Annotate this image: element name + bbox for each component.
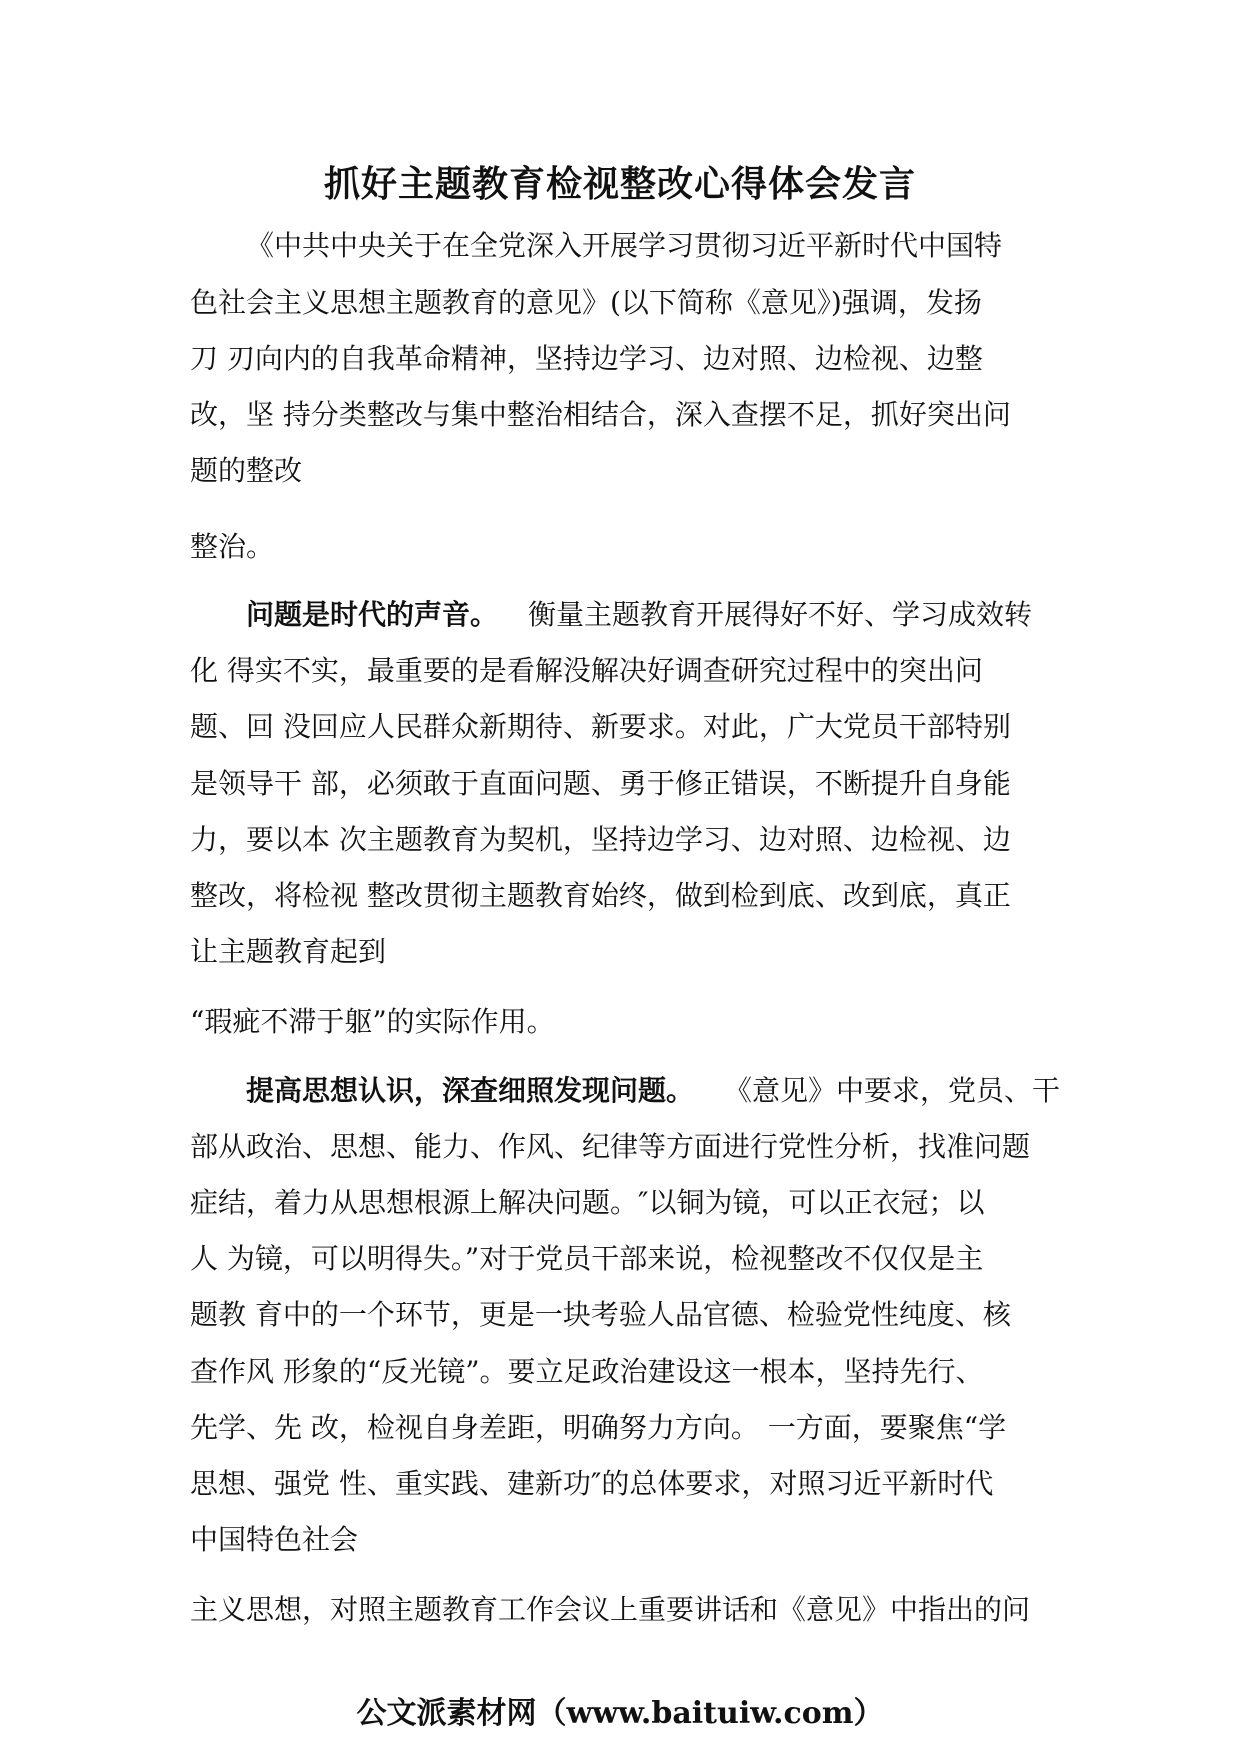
body-line: 改，坚 持分类整改与集中整治相结合，深入查摆不足，抓好突出问 — [190, 398, 1011, 431]
body-line: 先学、先 改，检视自身差距，明确努力方向。 一方面，要聚焦“学 — [190, 1411, 1007, 1444]
body-line: 题的整改 — [190, 454, 303, 487]
body-line: 主义思想，对照主题教育工作会议上重要讲话和《意见》中指出的问 — [190, 1593, 1031, 1626]
body-line: 是领导干 部，必须敢于直面问题、勇于修正错误，不断提升自身能 — [190, 767, 1011, 800]
body-line: 《中共中央关于在全党深入开展学习贯彻习近平新时代中国特 — [246, 229, 1003, 262]
body-line: 整改，将检视 整改贯彻主题教育始终，做到检到底、改到底，真正 — [190, 879, 1011, 912]
section-heading: 问题是时代的声音。 — [246, 598, 499, 631]
body-line: 刀 刃向内的自我革命精神，坚持边学习、边对照、边检视、边整 — [190, 342, 983, 375]
body-line: 题、回 没回应人民群众新期待、新要求。对此，广大党员干部特别 — [190, 710, 1011, 743]
footer-website: 公文派素材网（www.baituiw.com） — [356, 1696, 884, 1731]
body-line: 查作风 形象的“反光镜”。要立足政治建设这一根本，坚持先行、 — [190, 1355, 984, 1388]
body-line: 力，要以本 次主题教育为契机，坚持边学习、边对照、边检视、边 — [190, 823, 1011, 856]
body-line: 中国特色社会 — [190, 1523, 359, 1556]
body-line: 整治。 — [190, 530, 275, 563]
body-line: 题教 育中的一个环节，更是一块考验人品官德、检验党性纯度、核 — [190, 1298, 1011, 1331]
body-line: 症结，着力从思想根源上解决问题。″以铜为镜，可以正衣冠；以 — [190, 1186, 985, 1219]
body-line: “瑕疵不滞于躯”的实际作用。 — [190, 1005, 555, 1038]
body-line: 让主题教育起到 — [190, 935, 387, 968]
body-line: 部从政治、思想、能力、作风、纪律等方面进行党性分析，找准问题 — [190, 1130, 1031, 1163]
section-heading: 提高思想认识，深查细照发现问题。 — [246, 1074, 695, 1107]
body-text: 《意见》中要求，党员、干 — [724, 1074, 1061, 1107]
page-title: 抓好主题教育检视整改心得体会发言 — [323, 163, 916, 205]
body-line: 思想、强党 性、重实践、建新功″的总体要求，对照习近平新时代 — [190, 1467, 994, 1500]
body-line: 化 得实不实，最重要的是看解没解决好调查研究过程中的突出问 — [190, 654, 983, 687]
body-line: 色社会主义思想主题教育的意见》(以下简称《意见》)强调，发扬 — [190, 286, 982, 319]
body-line — [246, 1071, 1060, 1111]
body-line — [246, 595, 1032, 635]
body-line: 人 为镜，可以明得失。”对于党员干部来说，检视整改不仅仅是主 — [190, 1242, 984, 1275]
body-text: 衡量主题教育开展得好不好、学习成效转 — [528, 598, 1033, 631]
